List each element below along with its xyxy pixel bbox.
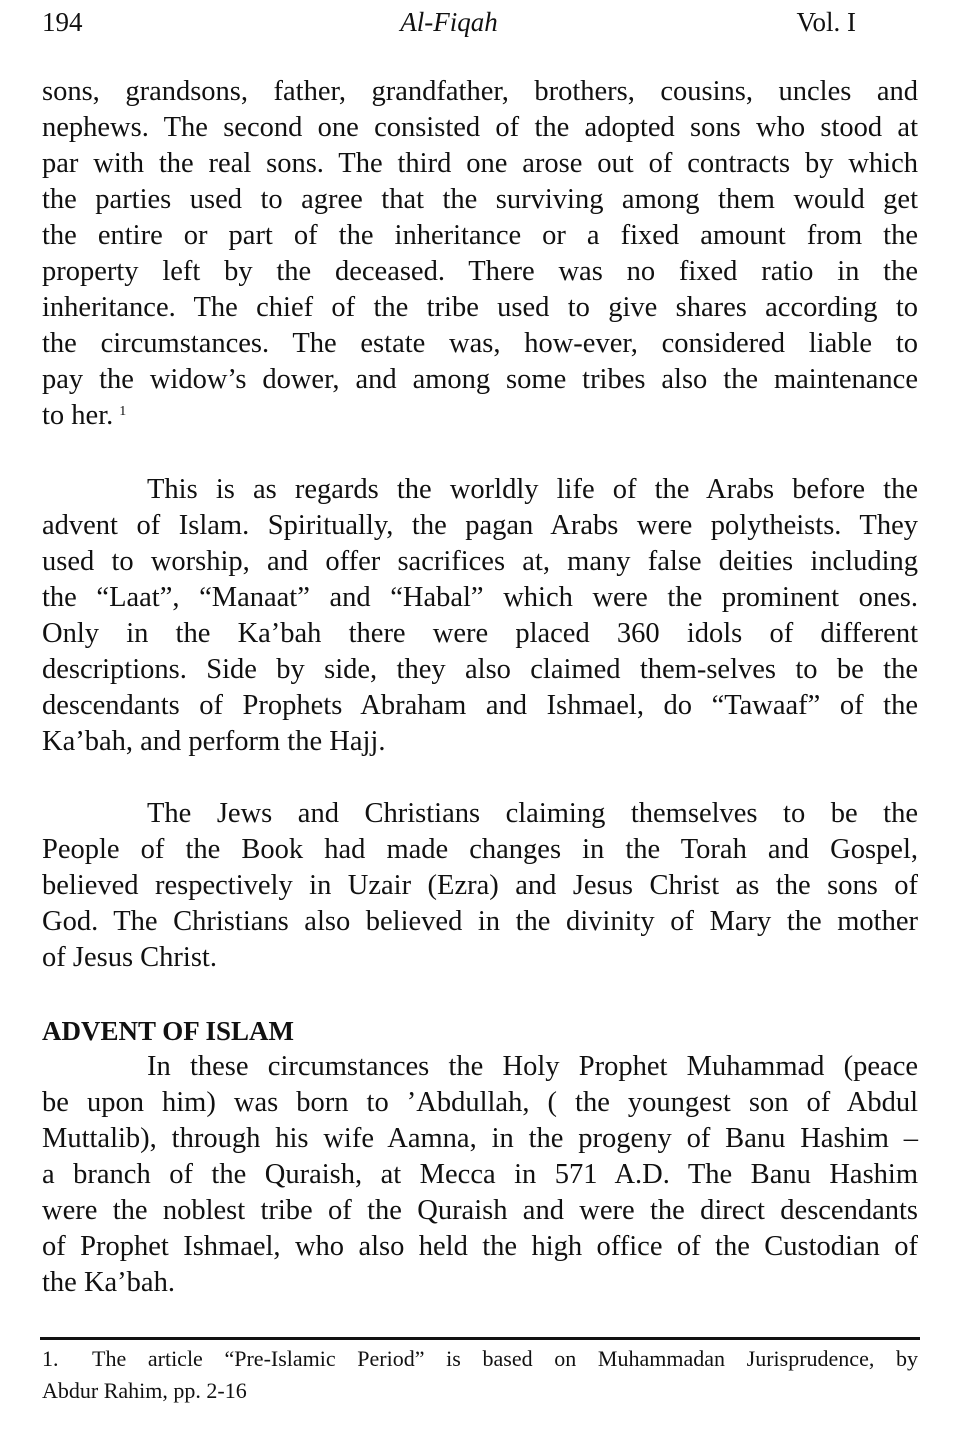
- volume-label: Vol. I: [796, 7, 856, 37]
- page-header: [42, 4, 856, 40]
- text-line: People of the Book had made changes in the Torah and Gospel,: [42, 834, 918, 865]
- text-line: pay the widow’s dower, and among some tribes also the maintenance: [42, 364, 918, 395]
- text-line: Only in the Ka’bah there were placed 360 idols of different: [42, 618, 918, 649]
- paragraph-advent-of-islam: [42, 1049, 918, 1301]
- footnote-number: 1.: [42, 1346, 59, 1371]
- text-line: par with the real sons. The third one arose out of contracts by which: [42, 148, 918, 179]
- paragraph-people-of-book: [42, 796, 918, 976]
- footnote-line: Abdur Rahim, pp. 2-16: [42, 1378, 247, 1403]
- page-number: 194: [42, 7, 83, 37]
- text-line: used to worship, and offer sacrifices at, many false deities including: [42, 546, 918, 577]
- text-line: sons, grandsons, father, grandfather, brothers, cousins, uncles and: [42, 76, 918, 107]
- text-line: of Jesus Christ.: [42, 942, 217, 973]
- text-line: of Prophet Ishmael, who also held the high office of the Custodian of: [42, 1231, 918, 1262]
- text-line: the circumstances. The estate was, how-ever, considered liable to: [42, 328, 918, 359]
- text-line: Ka’bah, and perform the Hajj.: [42, 726, 386, 757]
- running-title: Al-Fiqah: [400, 7, 498, 37]
- text-line: Muttalib), through his wife Aamna, in the progeny of Banu Hashim –: [42, 1123, 918, 1154]
- text-line: [42, 398, 918, 434]
- text-line: inheritance. The chief of the tribe used to give shares according to: [42, 292, 918, 323]
- text-line: the entire or part of the inheritance or a fixed amount from the: [42, 220, 918, 251]
- text-line: the “Laat”, “Manaat” and “Habal” which were the prominent ones.: [42, 582, 918, 613]
- text-line: be upon him) was born to ’Abdullah, ( the youngest son of Abdul: [42, 1087, 918, 1118]
- text-line: were the noblest tribe of the Quraish and were the direct descendants: [42, 1195, 918, 1226]
- text-line: This is as regards the worldly life of the Arabs before the: [147, 474, 918, 505]
- text-line: the Ka’bah.: [42, 1267, 175, 1298]
- footnote: [42, 1343, 918, 1407]
- text-line: advent of Islam. Spiritually, the pagan Arabs were polytheists. They: [42, 510, 918, 541]
- text-line: The Jews and Christians claiming themselves to be the: [147, 798, 918, 829]
- text-line: property left by the deceased. There was no fixed ratio in the: [42, 256, 918, 287]
- text-line: believed respectively in Uzair (Ezra) and Jesus Christ as the sons of: [42, 870, 918, 901]
- footnote-text: The article “Pre-Islamic Period” is based on Muhammadan Jurisprudence, by: [92, 1346, 918, 1371]
- footnote-separator: [40, 1337, 920, 1340]
- text-line: the parties used to agree that the surviving among them would get: [42, 184, 918, 215]
- footnote-line: [42, 1343, 918, 1375]
- text-line: a branch of the Quraish, at Mecca in 571 A.D. The Banu Hashim: [42, 1159, 918, 1190]
- footnote-reference[interactable]: 1: [119, 404, 127, 419]
- text-line: In these circumstances the Holy Prophet Muhammad (peace: [147, 1051, 918, 1082]
- text-line: descendants of Prophets Abraham and Ishmael, do “Tawaaf” of the: [42, 690, 918, 721]
- section-heading: ADVENT OF ISLAM: [42, 1016, 295, 1046]
- text-line: God. The Christians also believed in the divinity of Mary the mother: [42, 906, 918, 937]
- paragraph-spiritual-life: [42, 472, 918, 760]
- text-line: descriptions. Side by side, they also claimed them-selves to be the: [42, 654, 918, 685]
- text-line-content: to her.: [42, 400, 114, 431]
- paragraph-inheritance: [42, 74, 918, 434]
- text-line: nephews. The second one consisted of the adopted sons who stood at: [42, 112, 918, 143]
